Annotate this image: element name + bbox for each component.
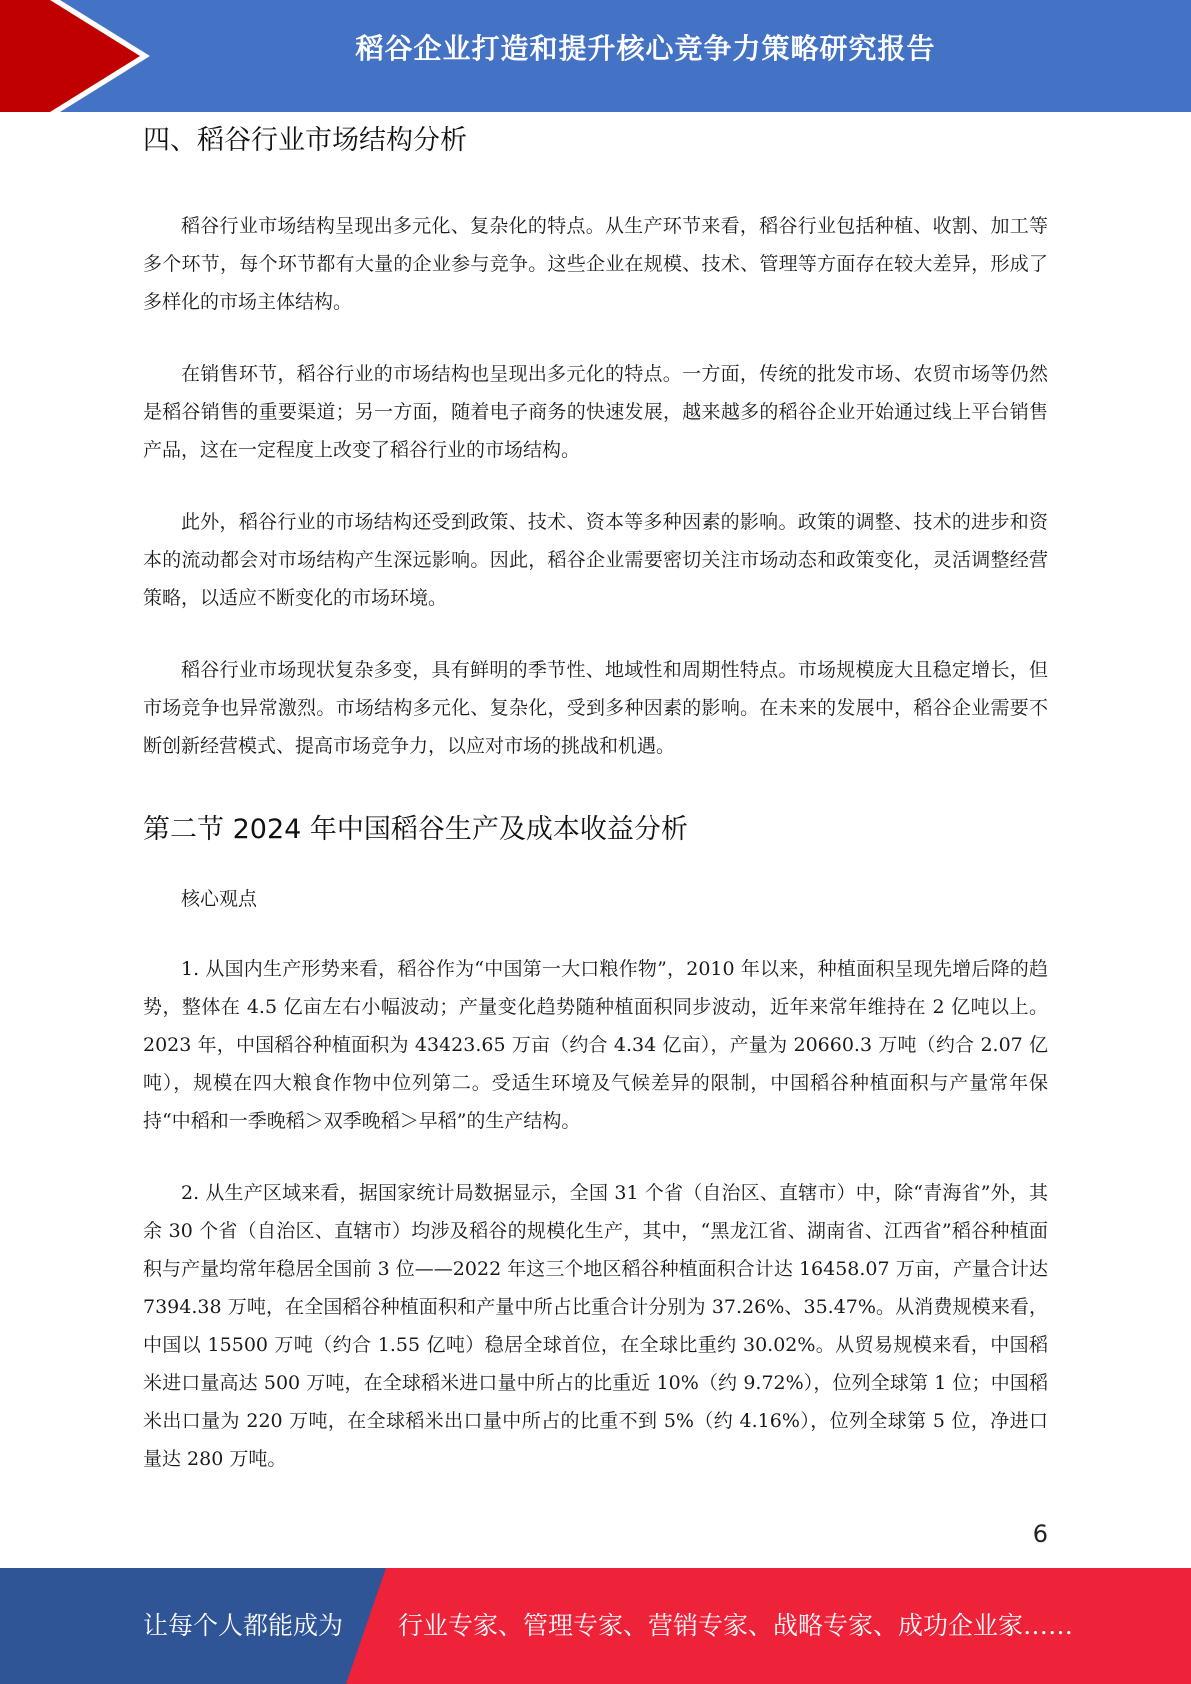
header-bar (0, 0, 1191, 112)
paragraph: 此外，稻谷行业的市场结构还受到政策、技术、资本等多种因素的影响。政策的调整、技术的进步和资本的流动都会对市场结构产生深远影响。因此，稻谷企业需要密切关注市场动态和政策变化，灵活调整经营策略，以适应不断变化的市场环境。 (143, 511, 1048, 609)
paragraph: 稻谷行业市场现状复杂多变，具有鲜明的季节性、地域性和周期性特点。市场规模庞大且稳定增长，但市场竞争也异常激烈。市场结构多元化、复杂化，受到多种因素的影响。在未来的发展中，稻谷企业需要不断创新经营模式、提高市场竞争力，以应对市场的挑战和机遇。 (143, 659, 1048, 757)
section-heading-production-cost: 第二节 2024 年中国稻谷生产及成本收益分析 (143, 814, 688, 845)
point-paragraph: 2. 从生产区域来看，据国家统计局数据显示，全国 31 个省（自治区、直辖市）中，除“青海省”外，其余 30 个省（自治区、直辖市）均涉及稻谷的规模化生产，其中，“黑龙江省、湖南省、江西省”稻谷种植面积与产量均常年稳居全国前 3 位——2022 年这三个地区稻谷种植面积合计达 16458.07 万亩，产量合计达 7394.38 万吨，在全国稻谷种植面积和产量中所占比重合计分别为 37.26%、35.47%。从消费规模来看，中国以 15500 万吨（约合 1.55 亿吨）稳居全球首位，在全球比重约 30.02%。从贸易规模来看，中国稻米进口量高达 500 万吨，在全球稻米进口量中所占的比重近 10%（约 9.72%），位列全球第 1 位；中国稻米出口量为 220 万吨，在全球稻米出口量中所占的比重不到 5%（约 4.16%），位列全球第 5 位，净进口量达 280 万吨。 (143, 1182, 1048, 1470)
point-paragraph: 1. 从国内生产形势来看，稻谷作为“中国第一大口粮作物”，2010 年以来，种植面积呈现先增后降的趋势，整体在 4.5 亿亩左右小幅波动；产量变化趋势随种植面积同步波动，近年来常年维持在 2 亿吨以上。2023 年，中国稻谷种植面积为 43423.65 万亩（约合 4.34 亿亩），产量为 20660.3 万吨（约合 2.07 亿吨），规模在四大粮食作物中位列第二。受适生环境及气候差异的限制，中国稻谷种植面积与产量常年保持“中稻和一季晚稻＞双季晚稻＞早稻”的生产结构。 (143, 958, 1048, 1132)
subheading-core-points: 核心观点 (181, 888, 258, 910)
paragraph: 在销售环节，稻谷行业的市场结构也呈现出多元化的特点。一方面，传统的批发市场、农贸市场等仍然是稻谷销售的重要渠道；另一方面，随着电子商务的快速发展，越来越多的稻谷企业开始通过线上平台销售产品，这在一定程度上改变了稻谷行业的市场结构。 (143, 363, 1048, 461)
chevron-decoration-icon (0, 0, 160, 112)
document-body (143, 118, 1048, 1478)
paragraph: 稻谷行业市场结构呈现出多元化、复杂化的特点。从生产环节来看，稻谷行业包括种植、收割、加工等多个环节，每个环节都有大量的企业参与竞争。这些企业在规模、技术、管理等方面存在较大差异，形成了多样化的市场主体结构。 (143, 215, 1048, 313)
footer-slogan-left: 让每个人都能成为 (143, 1611, 344, 1640)
footer-slogan-right: 行业专家、管理专家、营销专家、战略专家、成功企业家…… (398, 1611, 1074, 1640)
footer-bar (0, 1568, 1191, 1684)
section-heading-market-structure: 四、稻谷行业市场结构分析 (143, 125, 467, 156)
page-number: 6 (1032, 1520, 1048, 1548)
report-title: 稻谷企业打造和提升核心竞争力策略研究报告 (355, 32, 936, 65)
